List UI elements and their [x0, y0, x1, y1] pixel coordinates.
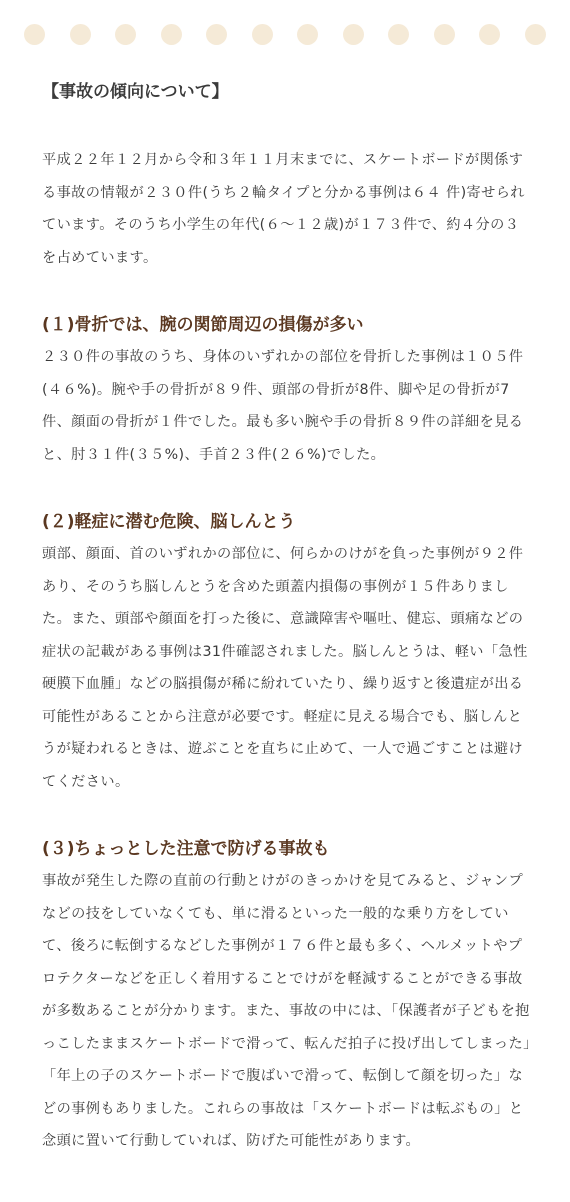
- section-fracture: [42, 311, 532, 471]
- decorative-dot: [388, 24, 409, 45]
- section-prevention: [42, 835, 532, 1158]
- decorative-dot: [161, 24, 182, 45]
- section-heading: (３)ちょっとした注意で防げる事故も: [42, 839, 330, 859]
- section-heading: (１)骨折では、腕の関節周辺の損傷が多い: [42, 315, 364, 335]
- decorative-dot: [434, 24, 455, 45]
- section-body: 事故が発生した際の直前の行動とけがのきっかけを見てみると、ジャンプなどの技をしていなくても、単に滑るといった一般的な乗り方をしていて、後ろに転倒するなどした事例が１７６件と最も多く、ヘルメットやプロテクターなどを正しく着用することでけがを軽減することができる事故が多数あることが分かります。また、事故の中には、「保護者が子どもを抱っこしたままスケートボードで滑って、転んだ拍子に投げ出してしまった」「年上の子のスケートボードで腹ばいで滑って、転倒して顔を切った」などの事例もありました。これらの事故は「スケートボードは転ぶもの」と念頭に置いて行動していれば、防げた可能性があります。: [42, 873, 531, 1149]
- article-content: [42, 78, 532, 1158]
- section-concussion: [42, 508, 532, 798]
- decorative-dot: [252, 24, 273, 45]
- section-body: 頭部、顔面、首のいずれかの部位に、何らかのけがを負った事例が９２件あり、そのうち脳しんとうを含めた頭蓋内損傷の事例が１５件ありました。また、頭部や顔面を打った後に、意識障害や嘔吐、健忘、頭痛などの症状の記載がある事例は31件確認されました。脳しんとうは、軽い「急性硬膜下血腫」などの脳損傷が稀に紛れていたり、繰り返すと後遺症が出る可能性があることから注意が必要です。軽症に見える場合でも、脳しんとうが疑われるときは、遊ぶことを直ちに止めて、一人で過ごすことは避けてください。: [42, 546, 528, 790]
- page-title: 【事故の傾向について】: [42, 82, 229, 102]
- section-heading: (２)軽症に潜む危険、脳しんとう: [42, 512, 296, 532]
- decorative-dot: [70, 24, 91, 45]
- decorative-dot: [297, 24, 318, 45]
- decorative-dot: [24, 24, 45, 45]
- decorative-dot-row: [24, 24, 546, 46]
- decorative-dot: [525, 24, 546, 45]
- decorative-dot: [206, 24, 227, 45]
- decorative-dot: [343, 24, 364, 45]
- decorative-dot: [115, 24, 136, 45]
- intro-paragraph: 平成２２年１２月から令和３年１１月末までに、スケートボードが関係する事故の情報が２３０件(うち２輪タイプと分かる事例は６４ 件)寄せられています。そのうち小学生の年代(６～１２歳)が１７３件で、約４分の３を占めています。: [42, 152, 525, 266]
- section-body: ２３０件の事故のうち、身体のいずれかの部位を骨折した事例は１０５件(４６%)。腕や手の骨折が８９件、頭部の骨折が8件、脚や足の骨折が7件、顔面の骨折が１件でした。最も多い腕や手の骨折８９件の詳細を見ると、肘３１件(３５%)、手首２３件(２６%)でした。: [42, 349, 524, 463]
- decorative-dot: [479, 24, 500, 45]
